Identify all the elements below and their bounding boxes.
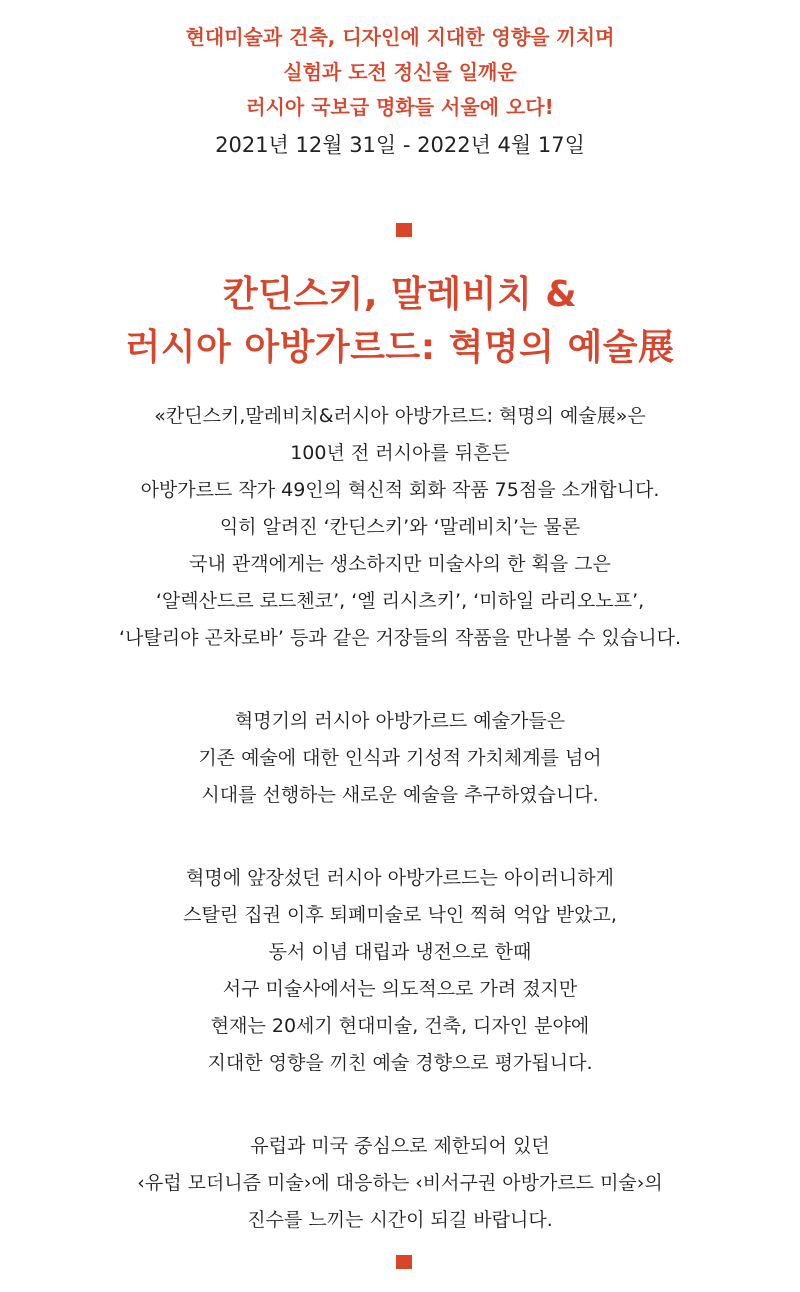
title-line-1: 칸딘스키, 말레비치 & [222, 274, 578, 315]
title-line-2: 러시아 아방가르드: 혁명의 예술展 [125, 327, 675, 368]
intro-block [0, 20, 800, 163]
intro-line: 현대미술과 건축, 디자인에 지대한 영향을 끼치며 [185, 25, 615, 49]
description-body [0, 398, 800, 1285]
body-line: 현재는 20세기 현대미술, 건축, 디자인 분야에 [210, 1015, 590, 1037]
paragraph-revolution-artists [0, 703, 800, 814]
intro-line: 실험과 도전 정신을 일깨운 [283, 60, 517, 84]
body-line: 유럽과 미국 중심으로 제한되어 있던 [250, 1135, 550, 1157]
body-line: «칸딘스키,말레비치&러시아 아방가르드: 혁명의 예술展»은 [154, 405, 646, 427]
paragraph-closing [0, 1128, 800, 1239]
body-line: 스탈린 집권 이후 퇴폐미술로 낙인 찍혀 억압 받았고, [183, 904, 617, 926]
body-line: 진수를 느끼는 시간이 되길 바랍니다. [247, 1209, 553, 1231]
body-line: 지대한 영향을 끼친 예술 경향으로 평가됩니다. [207, 1052, 593, 1074]
intro-line: 러시아 국보급 명화들 서울에 오다! [246, 95, 554, 119]
paragraph-introduction [0, 398, 800, 657]
body-line: 익히 알려진 ‘칸딘스키’와 ‘말레비치’는 물론 [219, 516, 581, 538]
body-line: ‹유럽 모더니즘 미술›에 대응하는 ‹비서구권 아방가르드 미술›의 [137, 1172, 663, 1194]
body-line: ‘알렉산드르 로드첸코’, ‘엘 리시츠키’, ‘미하일 라리오노프’, [155, 590, 645, 612]
body-line: 100년 전 러시아를 뒤흔든 [290, 442, 510, 464]
body-line: 동서 이념 대립과 냉전으로 한때 [268, 941, 532, 963]
body-line: 혁명기의 러시아 아방가르드 예술가들은 [234, 710, 566, 732]
paragraph-history [0, 860, 800, 1082]
exhibition-title [0, 268, 800, 374]
square-marker-icon [396, 223, 412, 237]
body-line: ‘나탈리야 곤차로바’ 등과 같은 거장들의 작품을 만나볼 수 있습니다. [119, 627, 681, 649]
body-line: 혁명에 앞장섰던 러시아 아방가르드는 아이러니하게 [186, 867, 614, 889]
body-line: 기존 예술에 대한 인식과 기성적 가치체계를 넘어 [198, 747, 602, 769]
body-line: 국내 관객에게는 생소하지만 미술사의 한 획을 그은 [189, 553, 611, 575]
body-line: 아방가르드 작가 49인의 혁신적 회화 작품 75점을 소개합니다. [140, 479, 660, 501]
body-line: 시대를 선행하는 새로운 예술을 추구하였습니다. [201, 784, 599, 806]
square-marker-icon [396, 1255, 412, 1269]
exhibition-dates: 2021년 12월 31일 - 2022년 4월 17일 [215, 133, 585, 157]
body-line: 서구 미술사에서는 의도적으로 가려 졌지만 [222, 978, 578, 1000]
